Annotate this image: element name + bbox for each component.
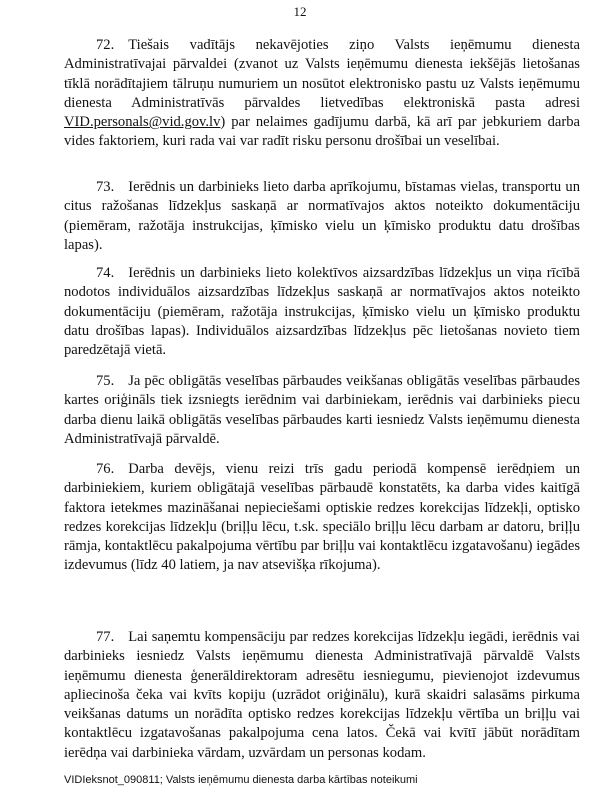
- document-footer: VIDIeksnot_090811; Valsts ieņēmumu dienesta darba kārtības noteikumi: [64, 774, 418, 786]
- paragraph-text: Darba devējs, vienu reizi trīs gadu periodā kompensē ierēdņiem un darbiniekiem, kuriem obligātajā veselības pārbaudē konstatēts, ka darba vides kaitīgā faktora ietekmes mazināšanai nepieciešami optiskie redzes korekcijas līdzekļi, optisko redzes korekcijas līdzekļu (briļļu lēcu, t.sk. speciālo briļļu lēcu darbam ar datoru, briļļu rāmja, kontaktlēcu pakalpojuma vērtību par briļļu vai kontaktlēcu izgatavošanu) iegādes izdevumus (līdz 40 latiem, ja nav atsevišķa rīkojuma).: [64, 461, 580, 574]
- paragraph-number: 72.: [96, 37, 115, 53]
- paragraph-72: [64, 36, 580, 152]
- paragraph-text: Lai saņemtu kompensāciju par redzes korekcijas līdzekļu iegādi, ierēdnis vai darbinieks iesniedz Valsts ieņēmumu dienesta Administratīvajā pārvaldē Valsts ieņēmumu dienesta ģenerāldirektoram adresētu iesniegumu, pievienojot izdevumus apliecinoša čeka vai kvīts kopiju (uzrādot oriģinālu), kurā skaidri salasāms pirkuma veikšanas datums un norādīta optisko redzes korekcijas līdzekļu vērtība un briļļu vai kontaktlēcu izgatavošanas pakalpojuma cena latos. Čekā vai kvītī jābūt norādītam ierēdņa vai darbinieka vārdam, uzvārdam un personas kodam.: [64, 629, 580, 761]
- paragraph-74: [64, 264, 580, 360]
- paragraph-number: 76.: [96, 461, 115, 477]
- paragraph-76: [64, 460, 580, 576]
- paragraph-text: Ierēdnis un darbinieks lieto kolektīvos aizsardzības līdzekļus un viņa rīcībā nodotos individuālos aizsardzības līdzekļus saskaņā ar normatīvajos aktos noteikto dokumentāciju (piemēram, ražotāja instrukcijas, ķīmisko vielu un ķīmisko produktu datu drošības lapas). Individuālos aizsardzības līdzekļus pēc lietošanas novieto tiem paredzētajā vietā.: [64, 265, 580, 359]
- paragraph-text: Ja pēc obligātās veselības pārbaudes veikšanas obligātās veselības pārbaudes kartes oriģināls tiek izsniegts ierēdnim vai darbiniekam, ierēdnis vai darbinieks piecu darba dienu laikā obligātās veselības pārbaudes karti iesniedz Valsts ieņēmumu dienesta Administratīvajā pārvaldē.: [64, 373, 580, 447]
- paragraph-text: Tiešais vadītājs nekavējoties ziņo Valsts ieņēmumu dienesta Administratīvajai pārvaldei (zvanot uz Valsts ieņēmumu dienesta iekšējās lietošanas tīklā norādītajiem tālruņu numuriem un nosūtot elektronisko pastu uz Valsts ieņēmumu dienesta Administratīvās pārvaldes lietvedības elektroniskā pasta adresi: [64, 37, 580, 111]
- paragraph-number: 77.: [96, 629, 115, 645]
- email-link[interactable]: VID.personals@vid.gov.lv: [64, 114, 221, 131]
- paragraph-number: 73.: [96, 179, 115, 195]
- page-number: 12: [293, 4, 307, 19]
- paragraph-text: ) par nelaimes gadījumu darbā, kā arī par jebkuriem darba vides faktoriem, kuri rada vai var radīt risku personu drošībai un veselībai.: [64, 114, 580, 150]
- paragraph-number: 75.: [96, 373, 115, 389]
- paragraph-73: [64, 178, 580, 255]
- paragraph-75: [64, 372, 580, 449]
- paragraph-77: [64, 628, 580, 763]
- paragraph-text: Ierēdnis un darbinieks lieto darba aprīkojumu, bīstamas vielas, transportu un citus ražošanas līdzekļus saskaņā ar normatīvajos aktos noteikto dokumentāciju (piemēram, ražotāja instrukcijas, ķīmisko vielu un ķīmisko produktu datu drošības lapas).: [64, 179, 580, 253]
- paragraph-number: 74.: [96, 265, 115, 281]
